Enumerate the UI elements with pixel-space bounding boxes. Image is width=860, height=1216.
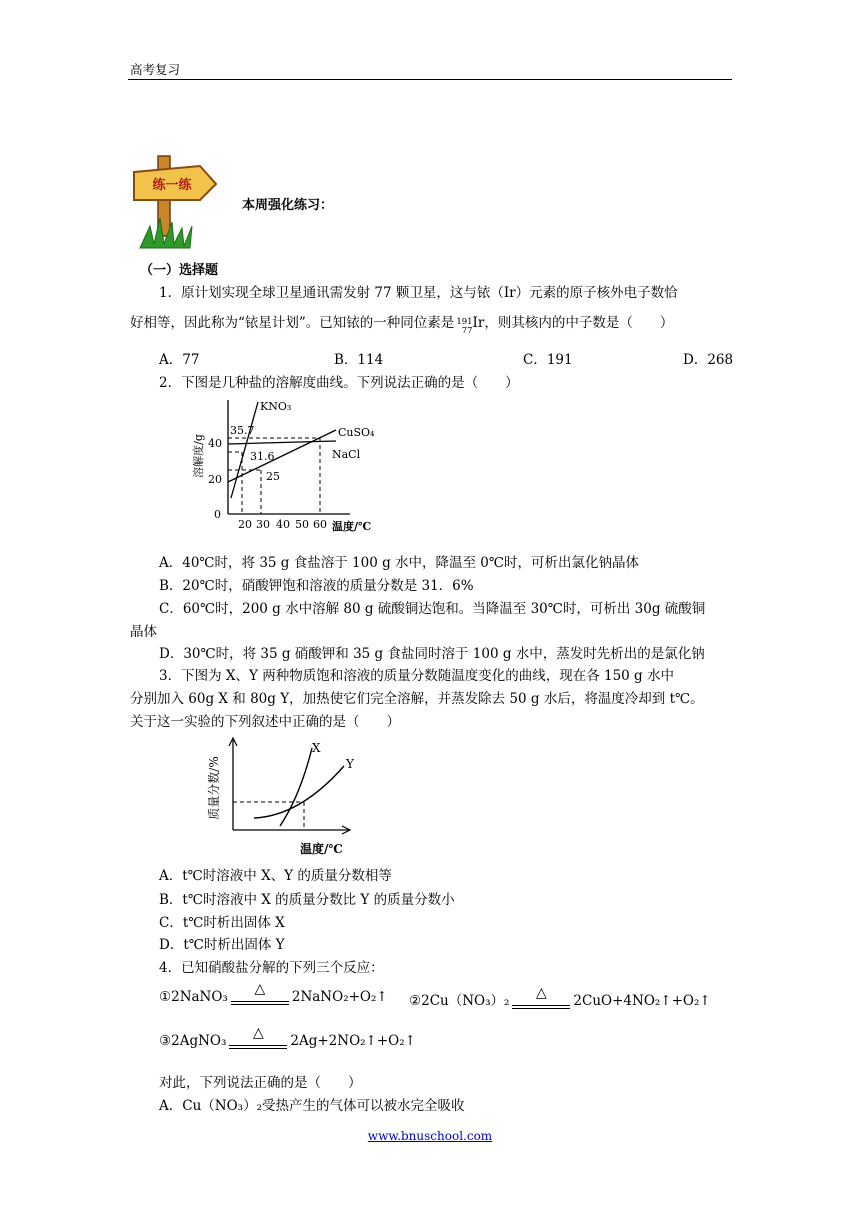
q2-option-c-cont: 晶体 — [130, 624, 157, 640]
solubility-chart — [186, 394, 396, 534]
q1-line2b: ，则其核内的中子数是（ ） — [484, 315, 674, 331]
y-tick-20: 20 — [208, 473, 222, 486]
q2-stem: 2．下图是几种盐的溶解度曲线。下列说法正确的是（ ） — [159, 375, 519, 391]
y-tick-0: 0 — [214, 508, 221, 521]
q2-option-c: C．60℃时，200 g 水中溶解 80 g 硫酸铜达饱和。当降温至 30℃时，可析出 30g 硫酸铜 — [159, 601, 706, 617]
section-title: （一）选择题 — [140, 263, 219, 278]
header-rule — [128, 79, 732, 80]
footer-link[interactable]: www.bnuschool.com — [367, 1129, 493, 1143]
banner-title: 本周强化练习： — [242, 198, 334, 213]
x-axis-label: 温度/℃ — [300, 842, 343, 856]
q3-line3: 关于这一实验的下列叙述中正确的是（ ） — [130, 714, 400, 730]
label-25: 25 — [266, 470, 280, 483]
y-axis-label: 质量分数/% — [207, 756, 221, 820]
q4-stem: 4．已知硝酸盐分解的下列三个反应： — [159, 960, 384, 976]
x-tick-50: 50 — [295, 518, 309, 531]
heat-arrow: △ — [512, 994, 570, 1010]
kno3-label: KNO₃ — [260, 400, 292, 413]
q4-option-a: A．Cu（NO₃）₂受热产生的气体可以被水完全吸收 — [159, 1098, 465, 1114]
q1-line2 — [130, 311, 673, 336]
x-tick-20: 20 — [238, 518, 252, 531]
q1-line1: 1．原计划实现全球卫星通讯需发射 77 颗卫星，这与铱（Ir）元素的原子核外电子数恰 — [159, 285, 678, 301]
x-axis-label: 温度/℃ — [332, 520, 372, 533]
q3-line1: 3．下图为 X、Y 两种物质饱和溶液的质量分数随温度变化的曲线，现在各 150 g 水中 — [159, 668, 674, 684]
q3-line2: 分别加入 60g X 和 80g Y，加热使它们完全溶解，并蒸发除去 50 g 水后，将温度冷却到 t℃。 — [130, 691, 704, 707]
q1-line2a: 好相等，因此称为“铱星计划”。已知铱的一种同位素是 — [130, 315, 455, 331]
q3-option-b: B．t℃时溶液中 X 的质量分数比 Y 的质量分数小 — [159, 892, 455, 908]
nacl-label: NaCl — [332, 448, 361, 461]
q1-option-c: C．191 — [523, 352, 573, 368]
x-tick-40: 40 — [276, 518, 290, 531]
y-curve — [254, 766, 344, 818]
y-tick-40: 40 — [208, 437, 222, 450]
heat-arrow: △ — [231, 990, 289, 1006]
reaction-3: ③2AgNO₃ △ 2Ag+2NO₂↑+O₂↑ — [159, 1024, 416, 1049]
x-curve — [280, 748, 312, 826]
cuso4-label: CuSO₄ — [338, 426, 375, 439]
x-tick-30: 30 — [256, 518, 270, 531]
q2-option-d: D．30℃时，将 35 g 硝酸钾和 35 g 食盐同时溶于 100 g 水中，蒸发时先析出的是氯化钠 — [159, 646, 705, 662]
q1-option-d: D．268 — [683, 352, 734, 368]
mass-fraction-chart — [200, 736, 370, 858]
reaction-2: ②2Cu（NO₃）₂ △ 2CuO+4NO₂↑+O₂↑ — [409, 984, 711, 1009]
q1-option-b: B．114 — [334, 352, 384, 368]
q4-ask: 对此，下列说法正确的是（ ） — [159, 1075, 362, 1091]
practice-sign-icon — [130, 148, 222, 250]
y-axis-label: 溶解度/g — [192, 434, 205, 478]
q2-option-b: B．20℃时，硝酸钾饱和溶液的质量分数是 31．6% — [159, 578, 474, 594]
q3-option-c: C．t℃时析出固体 X — [159, 915, 285, 931]
page-header: 高考复习 — [130, 62, 181, 77]
isotope-symbol: Ir — [472, 315, 485, 331]
q1-option-a: A．77 — [159, 352, 200, 368]
label-316: 31.6 — [250, 450, 275, 463]
reaction-1: ①2NaNO₃ △ 2NaNO₂+O₂↑ — [159, 980, 388, 1005]
y-curve-label: Y — [346, 757, 354, 771]
x-tick-60: 60 — [313, 518, 327, 531]
x-curve-label: X — [312, 741, 321, 755]
heat-arrow: △ — [229, 1034, 287, 1050]
q3-option-d: D．t℃时析出固体 Y — [159, 937, 285, 953]
label-357: 35.7 — [230, 424, 255, 437]
isotope-notation: 191 77 — [456, 317, 473, 336]
q3-option-a: A．t℃时溶液中 X、Y 的质量分数相等 — [159, 868, 392, 884]
sign-text: 练一练 — [152, 178, 192, 193]
q2-option-a: A．40℃时，将 35 g 食盐溶于 100 g 水中，降温至 0℃时，可析出氯化钠晶体 — [159, 555, 639, 571]
